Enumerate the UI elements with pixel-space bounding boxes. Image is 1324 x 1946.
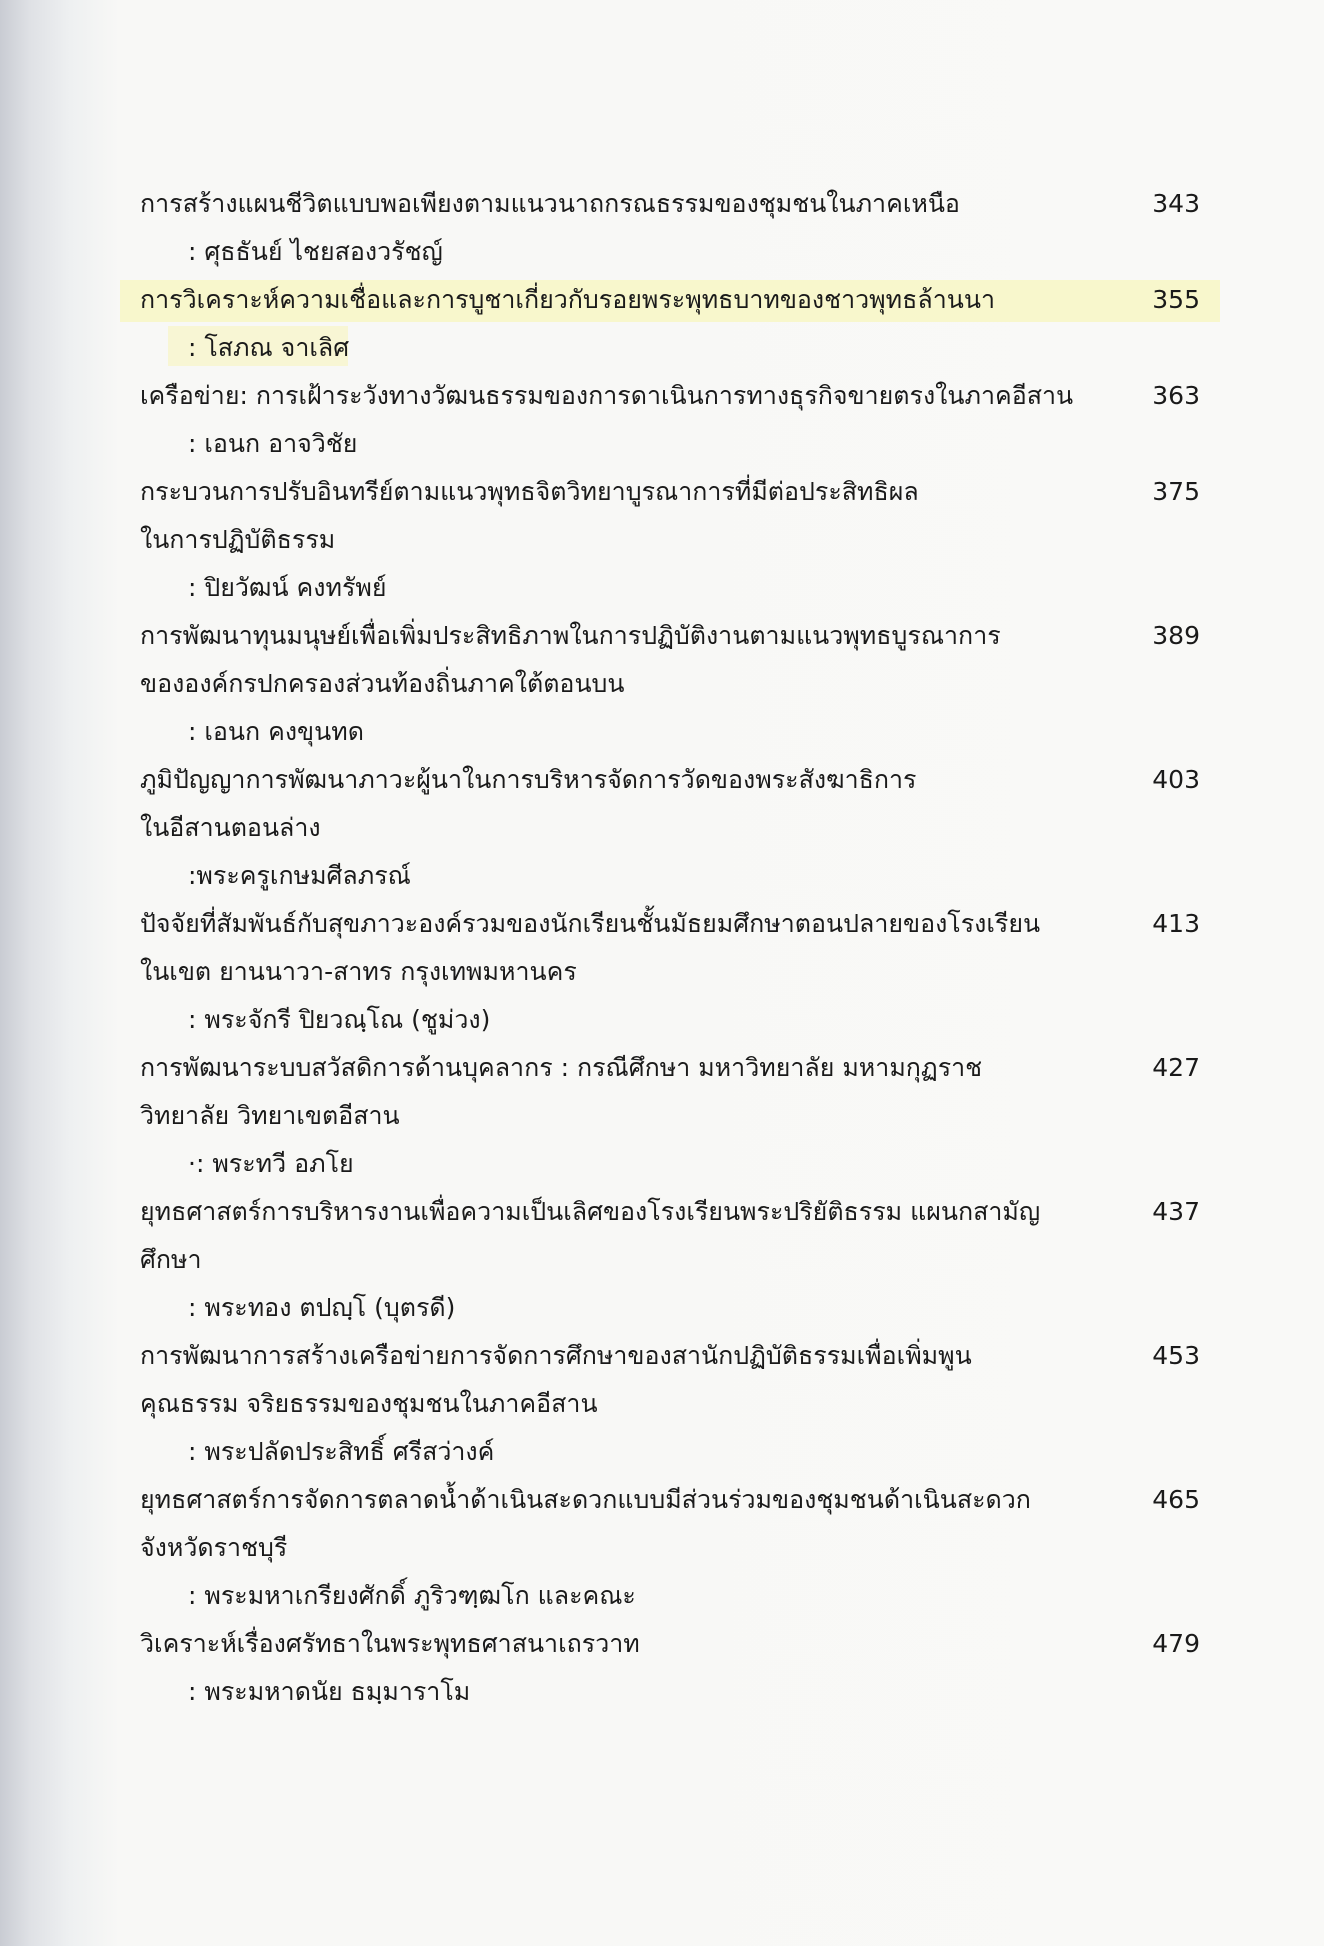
toc-entry [140,1620,1200,1716]
entry-title: วิเคราะห์เรื่องศรัทธาในพระพุทธศาสนาเถรวาท [140,1629,640,1658]
entry-author: : เอนก อาจวิชัย [188,429,358,458]
entry-author: : โสภณ จาเลิศ [188,333,350,362]
entry-title: ภูมิปัญญาการพัฒนาภาวะผู้นาในการบริหารจัดการวัดของพระสังฆาธิการ ในอีสานตอนล่าง [140,765,917,842]
entry-title: การพัฒนาทุนมนุษย์เพื่อเพิ่มประสิทธิภาพในการปฏิบัติงานตามแนวพุทธบูรณาการ ขององค์กรปกครองส่วนท้องถิ่นภาคใต้ตอนบน [140,621,1001,698]
entry-page-number: 453 [1152,1341,1200,1370]
table-of-contents [140,180,1200,1716]
entry-author: : เอนก คงขุนทด [188,717,364,746]
entry-title: การพัฒนาการสร้างเครือข่ายการจัดการศึกษาของสานักปฏิบัติธรรมเพื่อเพิ่มพูน คุณธรรม จริยธรรมของชุมชนในภาคอีสาน [140,1341,972,1418]
toc-entry [140,756,1200,900]
toc-entry [140,372,1200,468]
entry-page-number: 343 [1152,189,1200,218]
entry-author: : พระมหาเกรียงศักดิ์ ภูริวฑฺฒโก และคณะ [188,1581,636,1610]
entry-page-number: 479 [1152,1629,1200,1658]
toc-entry [140,612,1200,756]
entry-page-number: 375 [1152,477,1200,506]
toc-entry [140,1476,1200,1620]
entry-page-number: 403 [1152,765,1200,794]
toc-entry [140,900,1200,1044]
entry-page-number: 355 [1152,285,1200,314]
toc-entry [140,180,1200,276]
entry-author: : พระทอง ตปญฺโ (บุตรดี) [188,1293,456,1322]
toc-entry [140,1188,1200,1332]
entry-page-number: 389 [1152,621,1200,650]
entry-title: ยุทธศาสตร์การบริหารงานเพื่อความเป็นเลิศของโรงเรียนพระปริยัติธรรม แผนกสามัญ ศึกษา [140,1197,1041,1274]
toc-entry [140,468,1200,612]
entry-title: กระบวนการปรับอินทรีย์ตามแนวพุทธจิตวิทยาบูรณาการที่มีต่อประสิทธิผล ในการปฏิบัติธรรม [140,477,919,554]
entry-title: การสร้างแผนชีวิตแบบพอเพียงตามแนวนาถกรณธรรมของชุมชนในภาคเหนือ [140,189,960,218]
entry-page-number: 363 [1152,381,1200,410]
toc-entry-highlighted [140,276,1200,372]
entry-author: :พระครูเกษมศีลภรณ์ [188,861,411,890]
entry-author: : พระปลัดประสิทธิ์ ศรีสว่างค์ [188,1437,495,1466]
entry-title: การวิเคราะห์ความเชื่อและการบูชาเกี่ยวกับรอยพระพุทธบาทของชาวพุทธล้านนา [140,285,995,314]
entry-author: : ปิยวัฒน์ คงทรัพย์ [188,573,387,602]
entry-author: : พระมหาดนัย ธมฺมาราโม [188,1677,471,1706]
entry-title: ปัจจัยที่สัมพันธ์กับสุขภาวะองค์รวมของนักเรียนชั้นมัธยมศึกษาตอนปลายของโรงเรียน ในเขต ยานนาวา-สาทร กรุงเทพมหานคร [140,909,1041,986]
entry-author: : พระจักรี ปิยวณฺโณ (ชูม่วง) [188,1005,491,1034]
entry-page-number: 465 [1152,1485,1200,1514]
entry-author: ·: พระทวี อภโย [188,1149,354,1178]
entry-title: การพัฒนาระบบสวัสดิการด้านบุคลากร : กรณีศึกษา มหาวิทยาลัย มหามกุฏราช วิทยาลัย วิทยาเขตอีสาน [140,1053,983,1130]
toc-entry [140,1332,1200,1476]
entry-page-number: 437 [1152,1197,1200,1226]
entry-title: เครือข่าย: การเฝ้าระวังทางวัฒนธรรมของการดาเนินการทางธุรกิจขายตรงในภาคอีสาน [140,381,1074,410]
entry-author: : ศุธธันย์ ไชยสองวรัชญ์ [188,237,443,266]
entry-page-number: 427 [1152,1053,1200,1082]
entry-title: ยุทธศาสตร์การจัดการตลาดน้ำด้าเนินสะดวกแบบมีส่วนร่วมของชุมชนด้าเนินสะดวก จังหวัดราชบุรี [140,1485,1031,1562]
toc-entry [140,1044,1200,1188]
entry-page-number: 413 [1152,909,1200,938]
